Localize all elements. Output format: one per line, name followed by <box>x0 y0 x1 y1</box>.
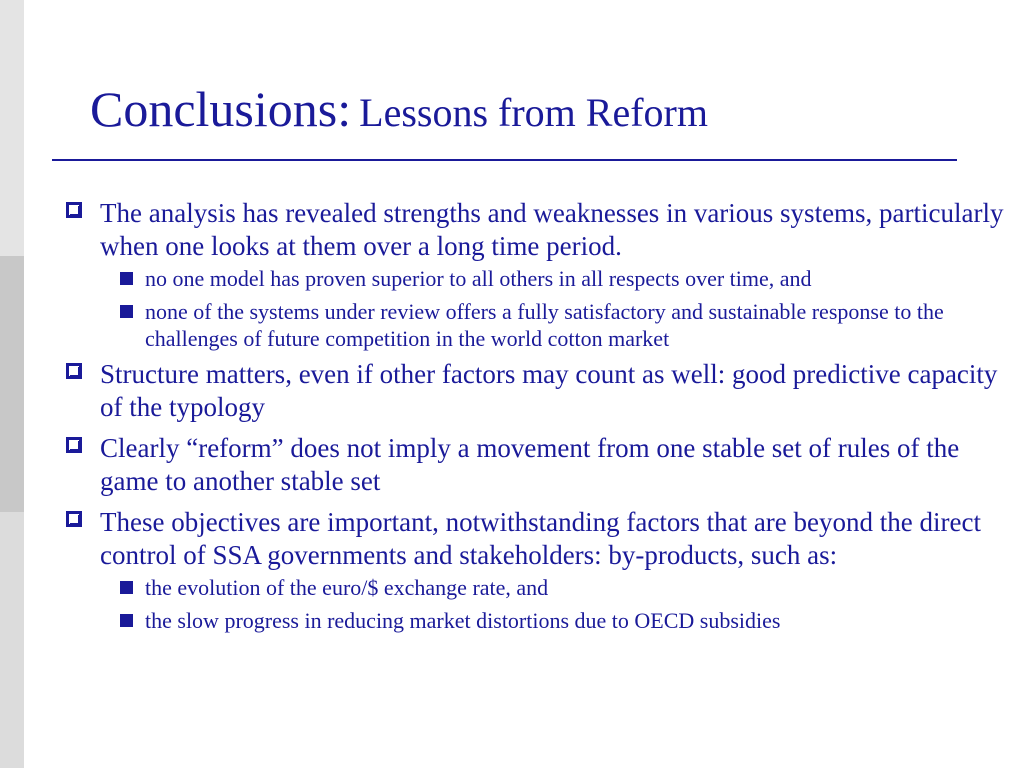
slide-title-main: Conclusions: <box>90 81 352 137</box>
bullet-item <box>64 506 1014 572</box>
side-strip-segment-middle <box>0 256 24 512</box>
hollow-square-bullet-icon <box>66 202 82 218</box>
side-strip-segment-top <box>0 0 24 256</box>
filled-square-bullet-icon <box>120 305 133 318</box>
bullet-item <box>64 358 1014 424</box>
sub-bullet-list <box>64 265 1014 352</box>
bullet-text: Clearly “reform” does not imply a movement from one stable set of rules of the game to another stable set <box>100 433 960 496</box>
sub-bullet-text: no one model has proven superior to all others in all respects over time, and <box>145 266 812 291</box>
sub-bullet-item <box>64 298 1014 352</box>
bullet-item <box>64 432 1014 498</box>
sub-bullet-item <box>64 607 1014 634</box>
slide-title-sub: Lessons from Reform <box>359 90 708 135</box>
slide-content <box>64 197 1014 640</box>
sub-bullet-list <box>64 574 1014 634</box>
filled-square-bullet-icon <box>120 614 133 627</box>
bullet-text: These objectives are important, notwithstanding factors that are beyond the direct control of SSA governments and stakeholders: by-products, such as: <box>100 507 981 570</box>
sub-bullet-item <box>64 265 1014 292</box>
filled-square-bullet-icon <box>120 581 133 594</box>
slide-title <box>90 82 708 137</box>
sub-bullet-text: the slow progress in reducing market distortions due to OECD subsidies <box>145 608 781 633</box>
sub-bullet-text: none of the systems under review offers a fully satisfactory and sustainable response to the challenges of future competition in the world cotton market <box>145 299 944 351</box>
bullet-item <box>64 197 1014 263</box>
side-strip-segment-bottom <box>0 512 24 768</box>
hollow-square-bullet-icon <box>66 363 82 379</box>
title-divider <box>52 159 957 161</box>
hollow-square-bullet-icon <box>66 437 82 453</box>
sub-bullet-item <box>64 574 1014 601</box>
bullet-text: The analysis has revealed strengths and weaknesses in various systems, particularly when one looks at them over a long time period. <box>100 198 1004 261</box>
filled-square-bullet-icon <box>120 272 133 285</box>
bullet-text: Structure matters, even if other factors may count as well: good predictive capacity of the typology <box>100 359 998 422</box>
side-strip <box>0 0 24 768</box>
sub-bullet-text: the evolution of the euro/$ exchange rate, and <box>145 575 549 600</box>
hollow-square-bullet-icon <box>66 511 82 527</box>
